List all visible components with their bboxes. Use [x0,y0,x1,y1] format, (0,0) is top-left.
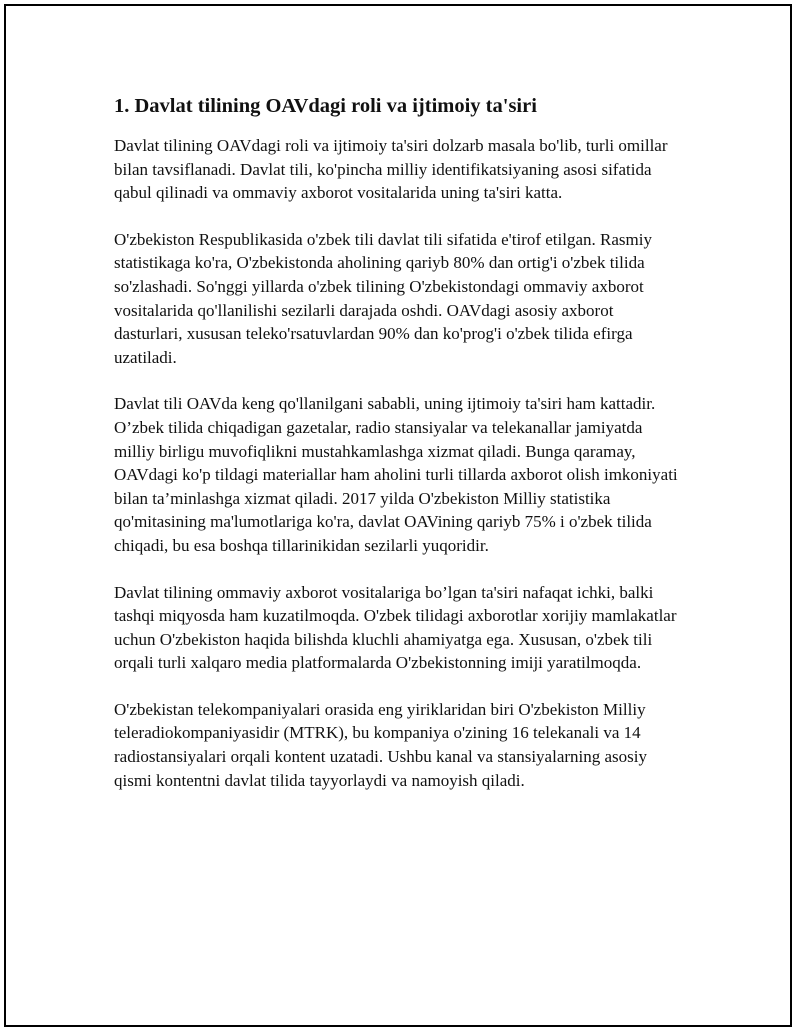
document-body [114,92,686,815]
section-title: 1. Davlat tilining OAVdagi roli va ijtimoiy ta'siri [114,95,537,117]
paragraph-3: Davlat tili OAVda keng qo'llanilgani sababli, uning ijtimoiy ta'siri ham kattadir. O’zbek tilida chiqadigan gazetalar, radio stansiyalar va telekanallar jamiyatda milliy birligu muvofiqlikni mustahkamlashga xizmat qiladi. Bunga qaramay, OAVdagi ko'p tildagi materiallar ham aholini turli tillarda axborot olish imkoniyati bilan ta’minlashga xizmat qiladi. 2017 yilda O'zbekiston Milliy statistika qo'mitasining ma'lumotlariga ko'ra, davlat OAVining qariyb 75% i o'zbek tilida chiqadi, bu esa boshqa tillarinikidan sezilarli yuqoridir. [114,394,678,555]
paragraph-5: O'zbekistan telekompaniyalari orasida eng yiriklaridan biri O'zbekiston Milliy teleradiokompaniyasidir (MTRK), bu kompaniya o'zining 16 telekanali va 14 radiostansiyalari orqali kontent uzatadi. Ushbu kanal va stansiyalarning asosiy qismi kontentni davlat tilida tayyorlaydi va namoyish qiladi. [114,699,648,790]
paragraph-1: Davlat tilining OAVdagi roli va ijtimoiy ta'siri dolzarb masala bo'lib, turli omillar bilan tavsiflanadi. Davlat tili, ko'pincha milliy identifikatsiyaning asosi sifatida qabul qilinadi va ommaviy axborot vositalarida uning ta'siri katta. [114,136,668,203]
paragraph-2: O'zbekiston Respublikasida o'zbek tili davlat tili sifatida e'tirof etilgan. Rasmiy statistikaga ko'ra, O'zbekistonda aholining qariyb 80% dan ortig'i o'zbek tilida so'zlashadi. So'nggi yillarda o'zbek tilining O'zbekistondagi ommaviy axborot vositalarida qo'llanilishi sezilarli darajada oshdi. OAVdagi asosiy axborot dasturlari, xususan teleko'rsatuvlardan 90% dan ko'prog'i o'zbek tilida efirga uzatiladi. [114,229,652,367]
paragraph-4: Davlat tilining ommaviy axborot vositalariga bo’lgan ta'siri nafaqat ichki, balki tashqi miqyosda ham kuzatilmoqda. O'zbek tilidagi axborotlar xorijiy mamlakatlar uchun O'zbekiston haqida bilishda kluchli ahamiyatga ega. Xususan, o'zbek tili orqali turli xalqaro media platformalarda O'zbekistonning imiji yaratilmoqda. [114,582,677,673]
